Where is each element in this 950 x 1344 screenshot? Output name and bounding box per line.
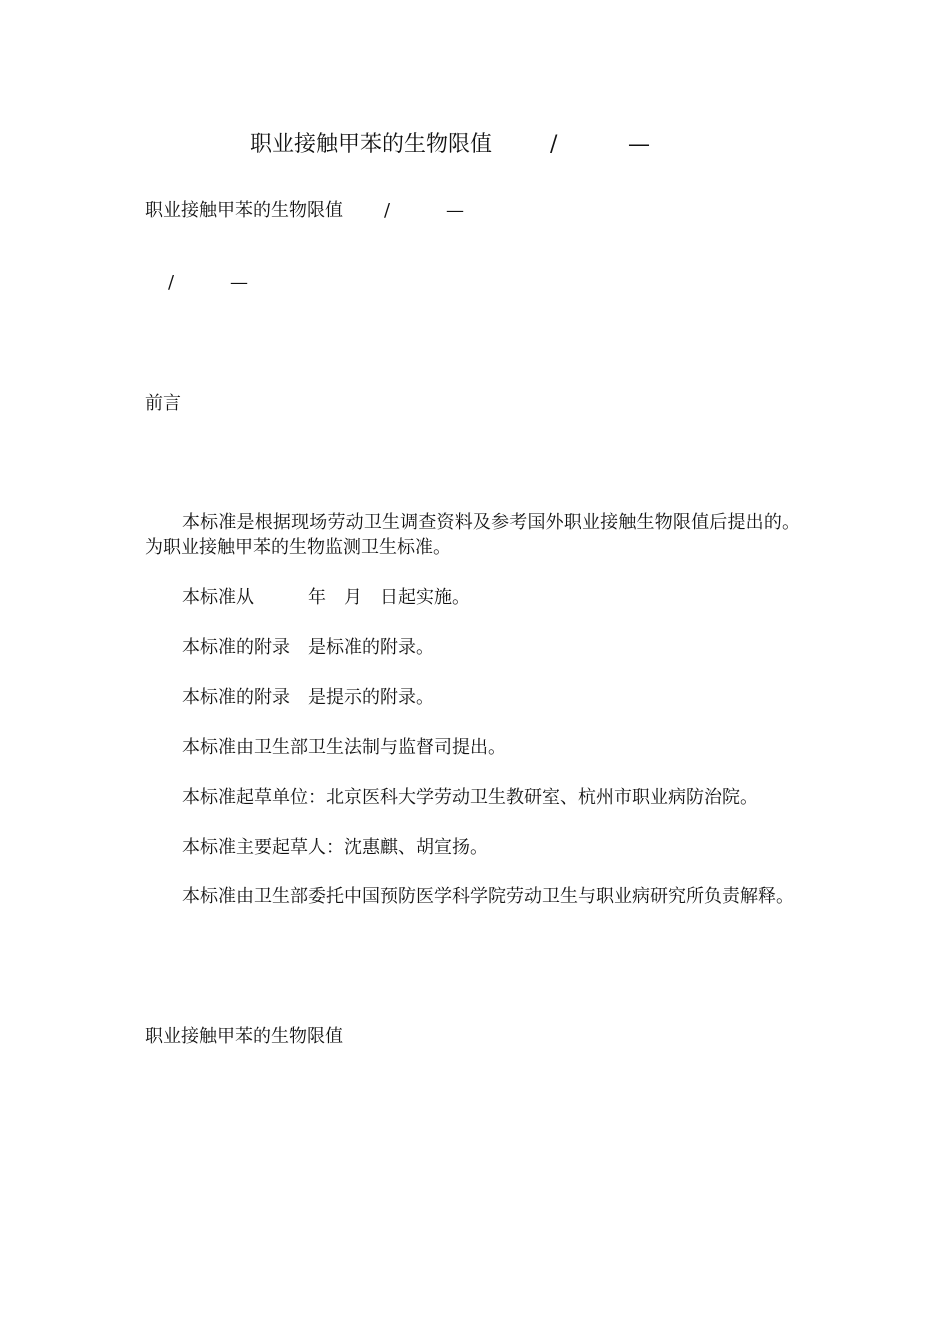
preface-paragraph-6: 本标准起草单位：北京医科大学劳动卫生教研室、杭州市职业病防治院。 xyxy=(182,787,758,808)
preface-paragraph-1: 本标准是根据现场劳动卫生调查资料及参考国外职业接触生物限值后提出的。为职业接触甲苯的生物监测卫生标准。 xyxy=(145,512,800,558)
preface-paragraph-2: 本标准从 年 月 日起实施。 xyxy=(182,587,470,608)
preface-heading: 前言 xyxy=(145,393,181,414)
code-slash: / xyxy=(168,272,175,293)
preface-paragraph-3: 本标准的附录 是标准的附录。 xyxy=(182,637,434,658)
section-heading: 职业接触甲苯的生物限值 xyxy=(145,1026,343,1047)
preface-paragraph-8: 本标准由卫生部委托中国预防医学科学院劳动卫生与职业病研究所负责解释。 xyxy=(182,886,794,907)
title-dash: — xyxy=(628,132,650,157)
document-title: 职业接触甲苯的生物限值 xyxy=(250,132,493,157)
preface-paragraph-7: 本标准主要起草人：沈惠麒、胡宣扬。 xyxy=(182,837,488,858)
title-slash: / xyxy=(550,132,558,157)
preface-paragraph-4: 本标准的附录 是提示的附录。 xyxy=(182,687,434,708)
code-dash: — xyxy=(230,272,248,293)
subtitle-dash: — xyxy=(446,200,464,221)
document-subtitle: 职业接触甲苯的生物限值 xyxy=(145,200,343,221)
preface-paragraph-5: 本标准由卫生部卫生法制与监督司提出。 xyxy=(182,737,506,758)
subtitle-slash: / xyxy=(384,200,391,221)
